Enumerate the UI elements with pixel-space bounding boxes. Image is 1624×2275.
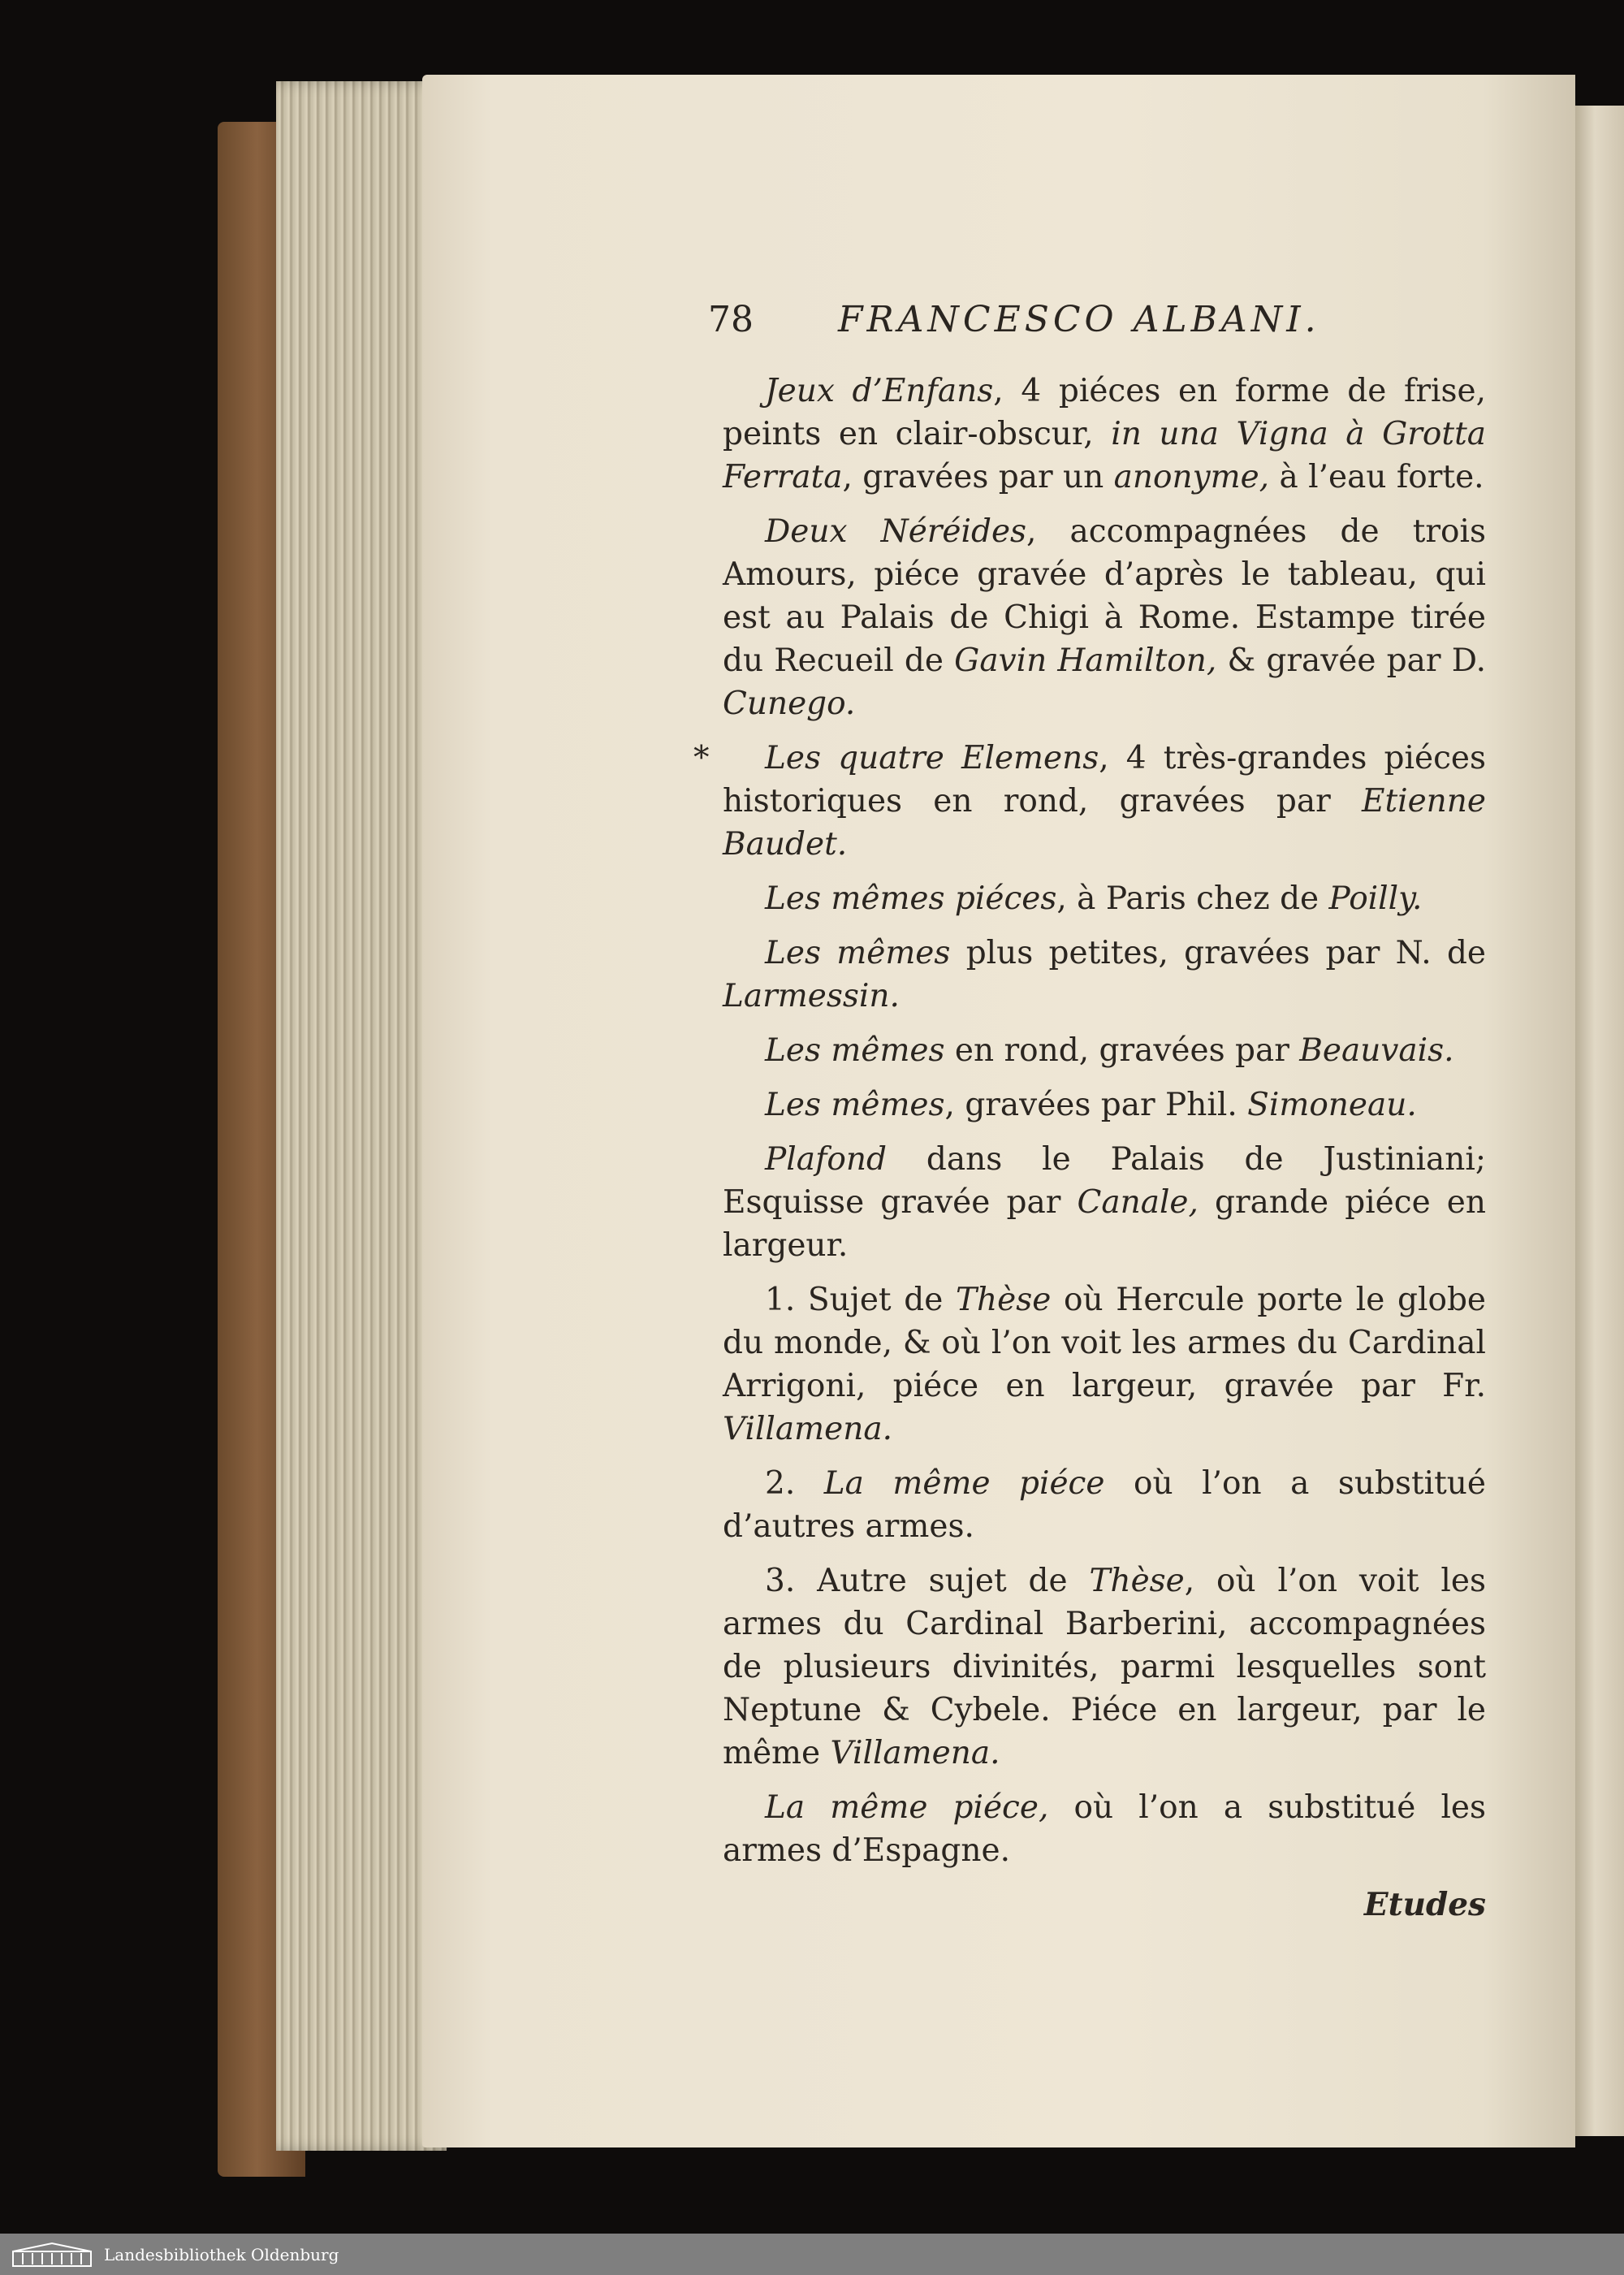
entry-title-italic: La même piéce,	[765, 1789, 1049, 1826]
entry-run: où l’on a substitué d’autres armes.	[723, 1465, 1486, 1545]
catalog-entry	[723, 1083, 1486, 1127]
entry-text	[723, 1138, 1486, 1267]
entry-title-italic: Jeux d’Enfans	[765, 373, 994, 409]
entry-text	[723, 877, 1486, 920]
entry-title-italic: Les mêmes	[765, 1087, 945, 1123]
entry-text	[723, 1786, 1486, 1872]
catalog-entry	[723, 1138, 1486, 1267]
entry-text	[723, 1462, 1486, 1548]
facing-page-edge	[1575, 106, 1624, 2136]
catalog-entry	[723, 932, 1486, 1018]
library-name: Landesbibliothek Oldenburg	[104, 2244, 339, 2264]
entry-run: plus petites, gravées par N. de	[950, 935, 1487, 971]
entry-run: , gravées par un	[842, 459, 1114, 495]
entry-title-italic: anonyme,	[1113, 459, 1270, 495]
entry-title-italic: Gavin Hamilton,	[954, 642, 1217, 679]
entry-title-italic: Deux Néréides	[765, 513, 1027, 550]
entry-title-italic: Canale,	[1077, 1184, 1199, 1221]
catalog-entry	[723, 1786, 1486, 1872]
entry-title-italic: Thèse	[1089, 1563, 1185, 1599]
catalog-entries	[693, 370, 1487, 1872]
entry-run: en rond, gravées par	[944, 1032, 1300, 1069]
catalog-entry	[723, 877, 1486, 920]
entry-title-italic: Beauvais.	[1299, 1032, 1454, 1069]
entry-text	[723, 932, 1486, 1018]
entry-run: , 4 piéces en forme de frise, peints en clair-obscur,	[723, 373, 1487, 452]
entry-run: où Hercule porte le globe du monde, & où l’on voit les armes du Cardinal Arrigoni, piéce en largeur, gravée par Fr.	[723, 1282, 1486, 1404]
entry-title-italic: Larmessin.	[723, 978, 900, 1014]
footer-bar	[0, 2234, 1624, 2275]
page-edges	[276, 81, 447, 2151]
entry-text	[723, 1559, 1486, 1775]
catalog-entry	[723, 510, 1486, 725]
entry-text	[723, 1029, 1486, 1072]
page-number: 78	[708, 299, 754, 340]
catalog-entry	[723, 370, 1486, 499]
entry-title-italic: Les mêmes	[765, 935, 951, 971]
entry-title-italic: Plafond	[765, 1141, 887, 1178]
entry-run: , à Paris chez de	[1056, 880, 1329, 917]
page-body	[693, 296, 1487, 1927]
entry-title-italic: Les mêmes	[765, 1032, 945, 1069]
entry-title-italic: Simoneau.	[1247, 1087, 1417, 1123]
entry-title-italic: Les quatre Elemens	[765, 740, 1099, 776]
entry-run: , gravées par Phil.	[944, 1087, 1248, 1123]
catalog-entry	[723, 1462, 1486, 1548]
entry-title-italic: Thèse	[956, 1282, 1052, 1318]
library-building-icon	[11, 2241, 93, 2269]
entry-run: 1. Sujet de	[765, 1282, 957, 1318]
catalog-entry	[723, 1029, 1486, 1072]
entry-run: grande piéce en largeur.	[723, 1184, 1486, 1264]
entry-run: & gravée par D.	[1216, 642, 1486, 679]
entry-title-italic: Cunego.	[723, 686, 856, 722]
entry-text	[723, 1278, 1486, 1451]
entry-marker: *	[693, 740, 710, 776]
catchword: Etudes	[1363, 1886, 1486, 1923]
entry-text	[723, 1083, 1486, 1127]
catalog-entry	[723, 1559, 1486, 1775]
catalog-entry	[693, 737, 1486, 866]
entry-title-italic: La même piéce	[823, 1465, 1105, 1502]
entry-title-italic: in una Vigna à Grotta Ferrata	[723, 416, 1486, 495]
catalog-entry	[723, 1278, 1486, 1451]
entry-title-italic: Villamena.	[830, 1735, 1000, 1771]
entry-text	[723, 510, 1486, 725]
entry-title-italic: Poilly.	[1328, 880, 1423, 917]
entry-text	[723, 737, 1486, 866]
entry-run: 2.	[765, 1465, 824, 1502]
entry-run: , 4 très-grandes piéces historiques en rond, gravées par	[723, 740, 1486, 820]
entry-run: 3. Autre sujet de	[765, 1563, 1090, 1599]
entry-run: où l’on a substitué les armes d’Espagne.	[723, 1789, 1487, 1869]
entry-run: , accompagnées de trois Amours, piéce gravée d’après le tableau, qui est au Palais de Chigi à Rome. Estampe tirée du Recueil de	[723, 513, 1486, 679]
entry-title-italic: Etienne Baudet.	[723, 783, 1486, 863]
entry-text	[723, 370, 1486, 499]
entry-run: , où l’on voit les armes du Cardinal Barberini, accompagnées de plusieurs divinités, parmi lesquelles sont Neptune & Cybele. Piéce en largeur, par le même	[723, 1563, 1486, 1771]
entry-run: dans le Palais de Justiniani; Esquisse gravée par	[723, 1141, 1486, 1221]
running-title: FRANCESCO ALBANI.	[838, 299, 1320, 340]
entry-run: à l’eau forte.	[1269, 459, 1484, 495]
entry-title-italic: Les mêmes piéces	[765, 880, 1057, 917]
entry-title-italic: Villamena.	[723, 1411, 892, 1447]
